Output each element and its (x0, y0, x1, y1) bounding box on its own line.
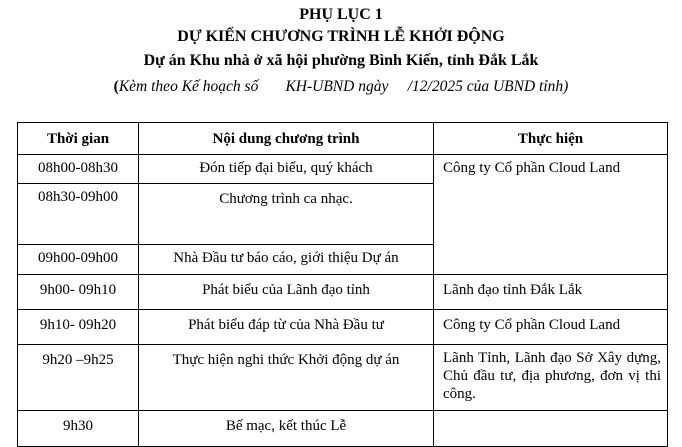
cell-executor: Lãnh Tỉnh, Lãnh đạo Sở Xây dựng, Chủ đầu tư, địa phương, đơn vị thi công. (434, 345, 668, 411)
cell-executor: Công ty Cổ phần Cloud Land (434, 310, 668, 345)
cell-executor-merged: Công ty Cổ phần Cloud Land (434, 155, 668, 275)
cell-time: 9h30 (18, 411, 139, 447)
table-row (18, 310, 668, 345)
cell-content: Bế mạc, kết thúc Lễ (139, 411, 434, 447)
cell-content: Chương trình ca nhạc. (139, 184, 434, 245)
cell-time: 9h10- 09h20 (18, 310, 139, 345)
table-row (18, 155, 668, 184)
cell-time: 09h00-09h00 (18, 245, 139, 275)
column-header-content: Nội dung chương trình (139, 123, 434, 155)
column-header-executor: Thực hiện (434, 123, 668, 155)
cell-time: 9h20 –9h25 (18, 345, 139, 411)
table-header-row (18, 123, 668, 155)
cell-content: Thực hiện nghi thức Khởi động dự án (139, 345, 434, 411)
attachment-note-text: Kèm theo Kế hoạch số KH-UBND ngày /12/2025 của UBND tỉnh) (118, 78, 569, 95)
table-row (18, 345, 668, 411)
cell-content: Nhà Đầu tư báo cáo, giới thiệu Dự án (139, 245, 434, 275)
cell-content: Phát biểu của Lãnh đạo tỉnh (139, 275, 434, 310)
appendix-label: PHỤ LỤC 1 (299, 6, 383, 23)
cell-content: Đón tiếp đại biểu, quý khách (139, 155, 434, 184)
cell-content: Phát biểu đáp từ của Nhà Đầu tư (139, 310, 434, 345)
program-schedule-table (17, 122, 668, 447)
cell-time: 08h00-08h30 (18, 155, 139, 184)
document-title: DỰ KIẾN CHƯƠNG TRÌNH LỄ KHỞI ĐỘNG (177, 28, 505, 45)
cell-executor (434, 411, 668, 447)
cell-executor: Lãnh đạo tỉnh Đắk Lắk (434, 275, 668, 310)
attachment-note-paren: ( (113, 78, 119, 95)
cell-time: 08h30-09h00 (18, 184, 139, 245)
project-name: Dự án Khu nhà ở xã hội phường Bình Kiến, tỉnh Đắk Lắk (143, 52, 539, 69)
attachment-note (0, 78, 682, 96)
table-row (18, 411, 668, 447)
cell-time: 9h00- 09h10 (18, 275, 139, 310)
column-header-time: Thời gian (18, 123, 139, 155)
table-row (18, 275, 668, 310)
